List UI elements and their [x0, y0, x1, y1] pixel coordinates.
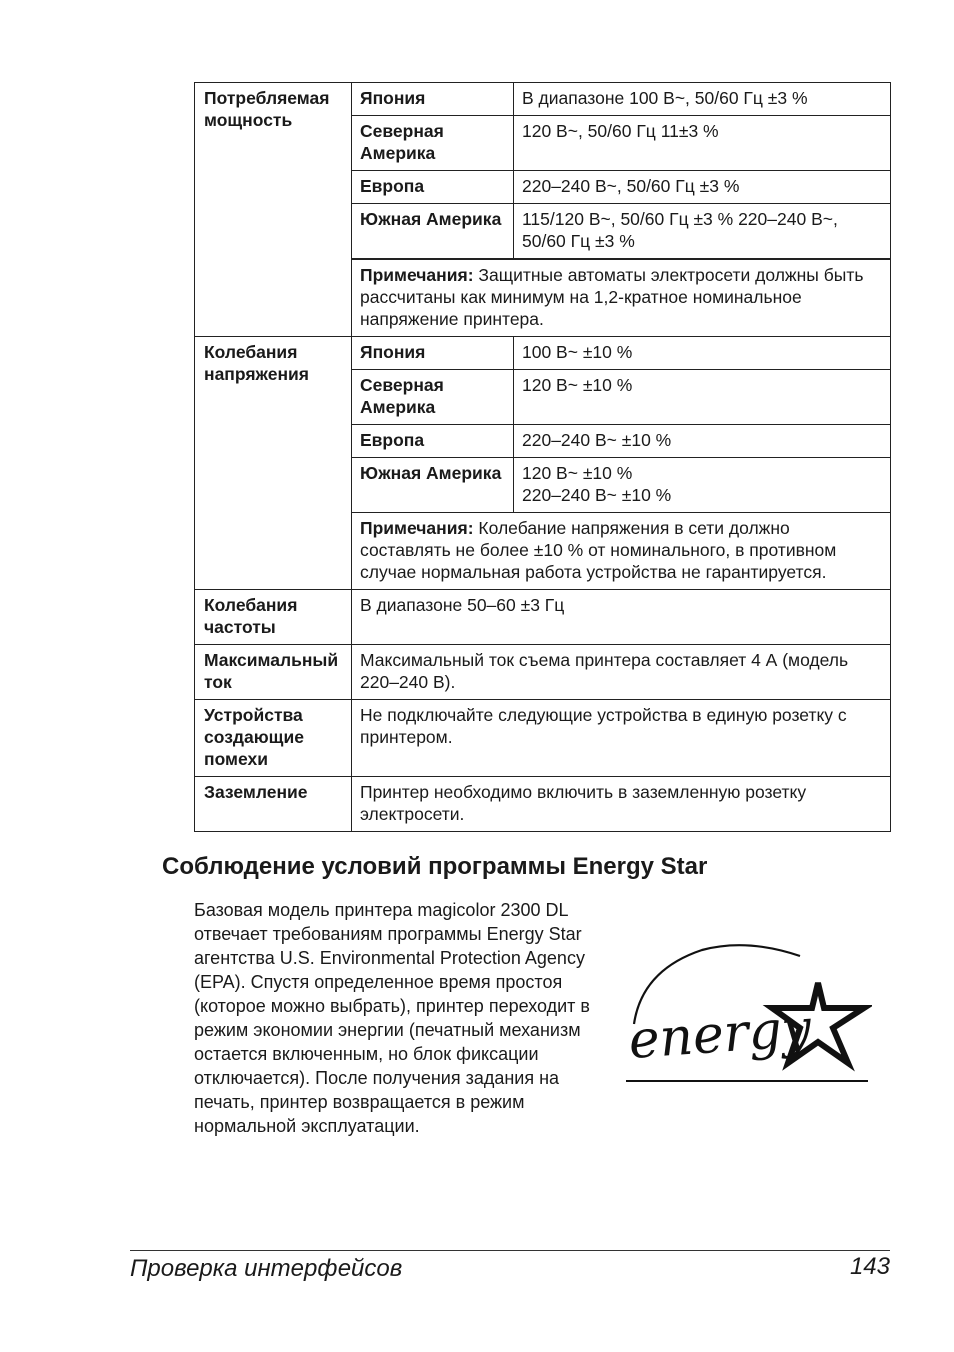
region-cell: Европа — [352, 425, 514, 458]
page-number: 143 — [849, 1253, 890, 1280]
energy-wordmark: energy — [626, 998, 814, 1071]
value-cell: 115/120 В~, 50/60 Гц ±3 % 220–240 В~, 50/60 Гц ±3 % — [514, 204, 891, 260]
table-row — [195, 337, 891, 370]
region-cell: Южная Америка — [352, 458, 514, 513]
note-label: Примечания: — [360, 518, 474, 538]
voltage-label: Колебания напряжения — [195, 337, 352, 590]
grounding-value: Принтер необходимо включить в заземленную розетку электросети. — [352, 777, 891, 832]
frequency-label: Колебания частоты — [195, 590, 352, 645]
region-cell: Северная Америка — [352, 370, 514, 425]
table-row — [195, 777, 891, 832]
noise-devices-value: Не подключайте следующие устройства в единую розетку с принтером. — [352, 700, 891, 777]
region-cell: Япония — [352, 337, 514, 370]
value-line: 120 В~ ±10 % — [522, 463, 633, 483]
power-note — [352, 259, 891, 337]
table-row — [195, 83, 891, 116]
footer-rule — [130, 1250, 890, 1251]
energy-star-logo-icon — [622, 936, 872, 1086]
note-text: Колебание напряжения в сети должно составлять не более ±10 % от номинального, в противном случае нормальная работа устройства не гарантируется. — [360, 518, 837, 582]
noise-devices-label: Устройства создающие помехи — [195, 700, 352, 777]
region-cell: Южная Америка — [352, 204, 514, 260]
value-cell: 120 В~, 50/60 Гц 11±3 % — [514, 116, 891, 171]
value-cell: 100 В~ ±10 % — [514, 337, 891, 370]
value-cell: 220–240 В~ ±10 % — [514, 425, 891, 458]
note-text: Защитные автоматы электросети должны быть рассчитаны как минимум на 1,2-кратное номинальное напряжение принтера. — [360, 265, 864, 329]
table-row — [195, 700, 891, 777]
table-row — [195, 645, 891, 700]
value-cell — [514, 458, 891, 513]
region-cell: Европа — [352, 171, 514, 204]
region-cell: Северная Америка — [352, 116, 514, 171]
section-title: Соблюдение условий программы Energy Star — [162, 853, 708, 880]
value-cell: 220–240 В~, 50/60 Гц ±3 % — [514, 171, 891, 204]
note-label: Примечания: — [360, 265, 474, 285]
max-current-value: Максимальный ток съема принтера составляет 4 А (модель 220–240 В). — [352, 645, 891, 700]
region-cell: Япония — [352, 83, 514, 116]
power-label: Потребляемая мощность — [195, 83, 352, 337]
value-cell: В диапазоне 100 В~, 50/60 Гц ±3 % — [514, 83, 891, 116]
grounding-label: Заземление — [195, 777, 352, 832]
specifications-table — [194, 82, 891, 832]
value-line: 220–240 В~ ±10 % — [522, 485, 672, 505]
footer-title: Проверка интерфейсов — [130, 1255, 403, 1282]
section-body: Базовая модель принтера magicolor 2300 DL отвечает требованиям программы Energy Star агентства U.S. Environmental Protection Agency (EPA). Спустя определенное время простоя (которое можно выбрать), принтер переходит в режим экономии энергии (печатный механизм остается включенным, но блок фиксации отключается). После получения задания на печать, принтер возвращается в режим нормальной эксплуатации. — [194, 900, 590, 1136]
max-current-label: Максимальный ток — [195, 645, 352, 700]
voltage-note — [352, 513, 891, 590]
value-cell: 120 В~ ±10 % — [514, 370, 891, 425]
table-row — [195, 590, 891, 645]
frequency-value: В диапазоне 50–60 ±3 Гц — [352, 590, 891, 645]
